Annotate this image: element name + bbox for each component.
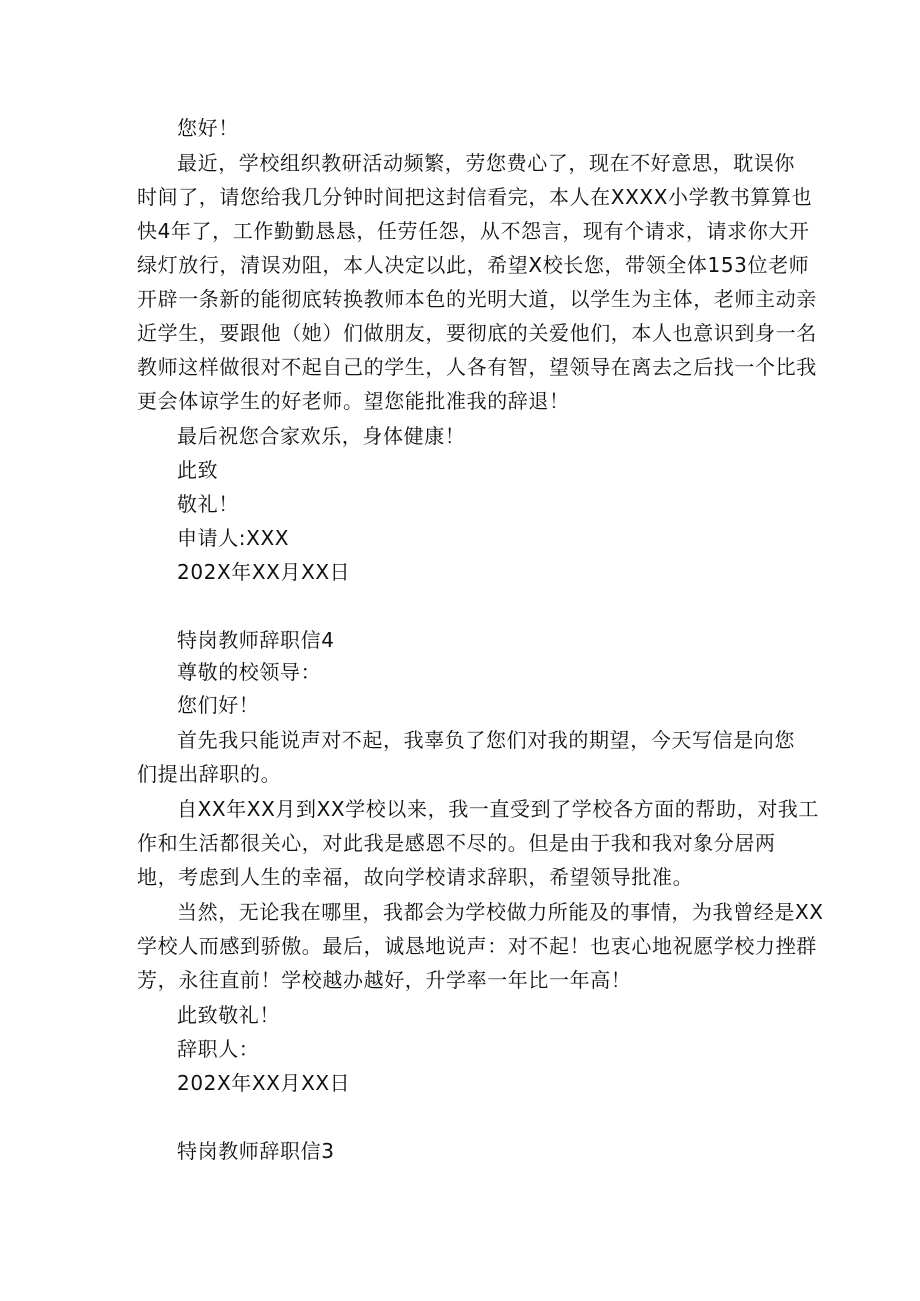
paragraph-line: 最近，学校组织教研活动频繁，劳您费心了，现在不好意思，耽误你 [177,151,795,175]
paragraph-line: 快4年了，工作勤勤恳恳，任劳任怨，从不怨言，现有个请求，请求你大开 [137,219,810,243]
salutation: 尊敬的校领导： [177,660,322,684]
paragraph-line: 们提出辞职的。 [137,762,282,786]
paragraph-line: 首先我只能说声对不起，我辜负了您们对我的期望，今天写信是向您 [177,728,795,752]
paragraph-line: 作和生活都很关心，对此我是感恩不尽的。但是由于我和我对象分居两 [137,831,776,855]
applicant-line: 申请人:XXX [177,526,290,550]
paragraph-line: 地，考虑到人生的幸福，故向学校请求辞职，希望领导批准。 [137,865,694,889]
date-line: 202X年XX月XX日 [177,1071,351,1095]
resigner-line: 辞职人： [177,1037,260,1061]
paragraph-line: 学校人而感到骄傲。最后，诚恳地说声：对不起！也衷心地祝愿学校力挫群 [137,934,817,958]
section-title: 特岗教师辞职信3 [177,1139,335,1163]
paragraph-line: 更会体谅学生的好老师。望您能批准我的辞退！ [137,389,570,413]
greeting: 您们好！ [177,693,260,717]
closing-line: 敬礼！ [177,492,239,516]
paragraph-line: 绿灯放行，清误劝阻，本人决定以此，希望X校长您，带领全体153位老师 [137,253,810,277]
closing-line: 此致敬礼！ [177,1003,280,1027]
paragraph-line: 教师这样做很对不起自己的学生，人各有智，望领导在离去之后找一个比我 [137,355,817,379]
paragraph-line: 当然，无论我在哪里，我都会为学校做力所能及的事情，为我曾经是XX [177,900,824,924]
greeting: 您好！ [177,116,239,140]
closing-line: 此致 [177,458,219,482]
paragraph-line: 近学生，要跟他（她）们做朋友，要彻底的关爱他们，本人也意识到身一名 [137,321,817,345]
wish-line: 最后祝您合家欢乐，身体健康！ [177,424,466,448]
paragraph-line: 自XX年XX月到XX学校以来，我一直受到了学校各方面的帮助，对我工 [177,797,820,821]
paragraph-line: 开辟一条新的能彻底转换教师本色的光明大道，以学生为主体，老师主动亲 [137,287,817,311]
section-title: 特岗教师辞职信4 [177,628,335,652]
paragraph-line: 芳，永往直前！学校越办越好，升学率一年比一年高！ [137,968,632,992]
date-line: 202X年XX月XX日 [177,560,351,584]
paragraph-line: 时间了，请您给我几分钟时间把这封信看完，本人在XXXX小学教书算算也 [137,185,813,209]
